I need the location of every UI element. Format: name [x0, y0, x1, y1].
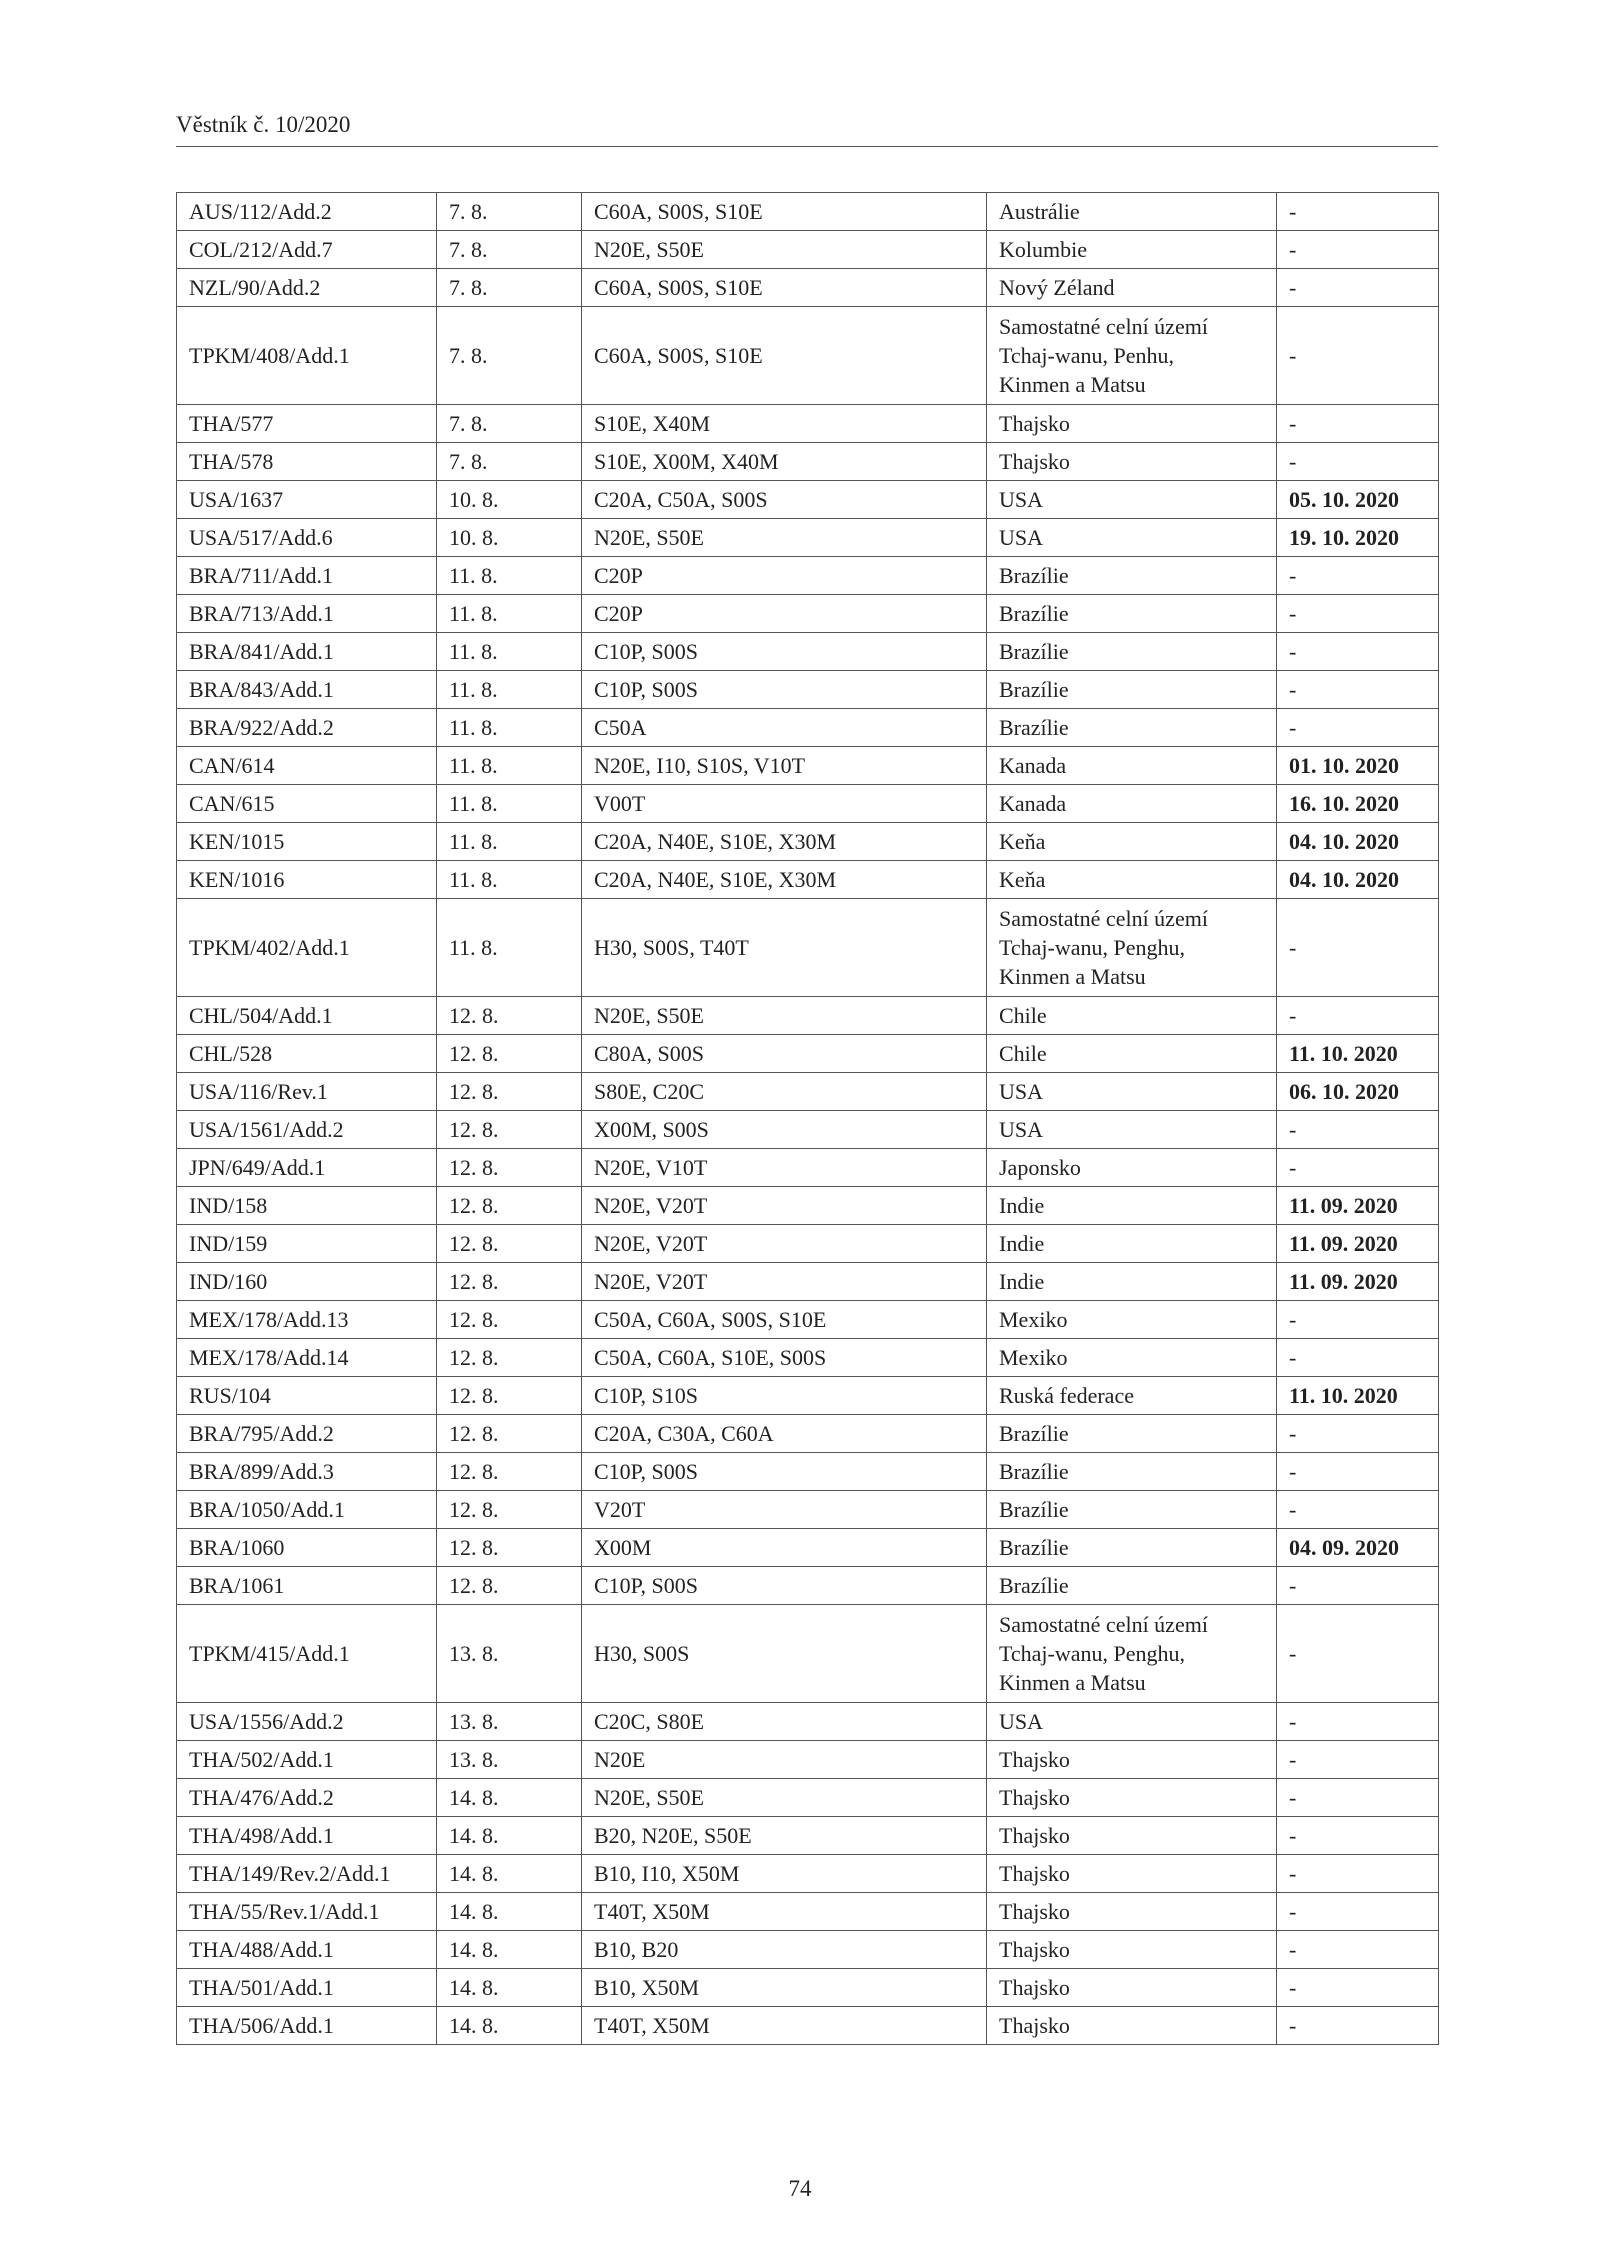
- country-cell: USA: [987, 1703, 1277, 1741]
- document-id-cell: BRA/1061: [177, 1567, 437, 1605]
- country-cell: Thajsko: [987, 1779, 1277, 1817]
- ics-codes-cell: C60A, S00S, S10E: [582, 269, 987, 307]
- table-row: [177, 557, 1439, 595]
- ics-codes-cell: N20E, V10T: [582, 1149, 987, 1187]
- ics-codes-cell: S10E, X40M: [582, 405, 987, 443]
- notification-date-cell: 14. 8.: [437, 1855, 582, 1893]
- table-row: [177, 1035, 1439, 1073]
- document-id-cell: THA/498/Add.1: [177, 1817, 437, 1855]
- notification-date-cell: 7. 8.: [437, 307, 582, 405]
- notification-date-cell: 11. 8.: [437, 595, 582, 633]
- document-id-cell: TPKM/415/Add.1: [177, 1605, 437, 1703]
- country-cell: Indie: [987, 1263, 1277, 1301]
- country-cell: Japonsko: [987, 1149, 1277, 1187]
- table-row: [177, 1817, 1439, 1855]
- table-row: [177, 823, 1439, 861]
- deadline-cell: -: [1277, 1111, 1439, 1149]
- table-row: [177, 1567, 1439, 1605]
- country-cell: Brazílie: [987, 633, 1277, 671]
- document-id-cell: USA/517/Add.6: [177, 519, 437, 557]
- document-id-cell: IND/158: [177, 1187, 437, 1225]
- document-id-cell: KEN/1015: [177, 823, 437, 861]
- document-id-cell: IND/159: [177, 1225, 437, 1263]
- document-id-cell: BRA/713/Add.1: [177, 595, 437, 633]
- notification-date-cell: 14. 8.: [437, 2007, 582, 2045]
- ics-codes-cell: S10E, X00M, X40M: [582, 443, 987, 481]
- notification-date-cell: 12. 8.: [437, 1377, 582, 1415]
- deadline-cell: -: [1277, 997, 1439, 1035]
- ics-codes-cell: C10P, S00S: [582, 633, 987, 671]
- country-cell: Thajsko: [987, 1817, 1277, 1855]
- notification-date-cell: 14. 8.: [437, 1779, 582, 1817]
- deadline-cell: 16. 10. 2020: [1277, 785, 1439, 823]
- country-cell: Thajsko: [987, 405, 1277, 443]
- document-id-cell: THA/577: [177, 405, 437, 443]
- notification-date-cell: 12. 8.: [437, 1567, 582, 1605]
- country-cell: Kolumbie: [987, 231, 1277, 269]
- ics-codes-cell: B10, I10, X50M: [582, 1855, 987, 1893]
- country-line: Samostatné celní území: [999, 1612, 1208, 1637]
- document-id-cell: BRA/899/Add.3: [177, 1453, 437, 1491]
- document-id-cell: BRA/843/Add.1: [177, 671, 437, 709]
- ics-codes-cell: V20T: [582, 1491, 987, 1529]
- notification-date-cell: 7. 8.: [437, 193, 582, 231]
- notification-date-cell: 12. 8.: [437, 1491, 582, 1529]
- deadline-cell: 04. 09. 2020: [1277, 1529, 1439, 1567]
- table-row: [177, 899, 1439, 997]
- deadline-cell: 11. 09. 2020: [1277, 1263, 1439, 1301]
- notification-date-cell: 12. 8.: [437, 1529, 582, 1567]
- notification-date-cell: 11. 8.: [437, 899, 582, 997]
- table-row: [177, 1187, 1439, 1225]
- country-cell: Thajsko: [987, 1855, 1277, 1893]
- table-row: [177, 671, 1439, 709]
- table-row: [177, 1301, 1439, 1339]
- document-id-cell: THA/501/Add.1: [177, 1969, 437, 2007]
- country-cell: Thajsko: [987, 1969, 1277, 2007]
- document-id-cell: AUS/112/Add.2: [177, 193, 437, 231]
- table-row: [177, 1931, 1439, 1969]
- table-row: [177, 443, 1439, 481]
- deadline-cell: 04. 10. 2020: [1277, 823, 1439, 861]
- country-cell: USA: [987, 1073, 1277, 1111]
- country-cell: Austrálie: [987, 193, 1277, 231]
- table-row: [177, 709, 1439, 747]
- deadline-cell: 06. 10. 2020: [1277, 1073, 1439, 1111]
- country-cell: Chile: [987, 1035, 1277, 1073]
- deadline-cell: -: [1277, 671, 1439, 709]
- country-cell: [987, 1605, 1277, 1703]
- ics-codes-cell: B10, X50M: [582, 1969, 987, 2007]
- document-id-cell: THA/502/Add.1: [177, 1741, 437, 1779]
- deadline-cell: -: [1277, 1893, 1439, 1931]
- notification-date-cell: 13. 8.: [437, 1741, 582, 1779]
- notification-date-cell: 12. 8.: [437, 1035, 582, 1073]
- ics-codes-cell: N20E, S50E: [582, 519, 987, 557]
- notification-date-cell: 11. 8.: [437, 671, 582, 709]
- deadline-cell: -: [1277, 193, 1439, 231]
- deadline-cell: -: [1277, 1741, 1439, 1779]
- table-row: [177, 1491, 1439, 1529]
- ics-codes-cell: C10P, S10S: [582, 1377, 987, 1415]
- deadline-cell: 11. 10. 2020: [1277, 1377, 1439, 1415]
- deadline-cell: -: [1277, 1779, 1439, 1817]
- country-cell: Nový Zéland: [987, 269, 1277, 307]
- notification-date-cell: 12. 8.: [437, 1073, 582, 1111]
- deadline-cell: -: [1277, 405, 1439, 443]
- header-divider: [176, 146, 1438, 147]
- document-id-cell: TPKM/402/Add.1: [177, 899, 437, 997]
- notification-date-cell: 12. 8.: [437, 1301, 582, 1339]
- notification-date-cell: 11. 8.: [437, 861, 582, 899]
- country-cell: Brazílie: [987, 1491, 1277, 1529]
- document-id-cell: USA/1556/Add.2: [177, 1703, 437, 1741]
- document-id-cell: BRA/1060: [177, 1529, 437, 1567]
- ics-codes-cell: C10P, S00S: [582, 1567, 987, 1605]
- country-line: Kinmen a Matsu: [999, 964, 1146, 989]
- country-line: Tchaj-wanu, Penghu,: [999, 1641, 1186, 1666]
- deadline-cell: -: [1277, 1301, 1439, 1339]
- notification-date-cell: 7. 8.: [437, 231, 582, 269]
- country-cell: USA: [987, 1111, 1277, 1149]
- country-line: Kinmen a Matsu: [999, 372, 1146, 397]
- table-row: [177, 747, 1439, 785]
- country-cell: Brazílie: [987, 1529, 1277, 1567]
- ics-codes-cell: C20A, C50A, S00S: [582, 481, 987, 519]
- notification-date-cell: 14. 8.: [437, 1931, 582, 1969]
- table-row: [177, 1969, 1439, 2007]
- country-line: Tchaj-wanu, Penghu,: [999, 935, 1186, 960]
- table-row: [177, 269, 1439, 307]
- country-cell: Thajsko: [987, 2007, 1277, 2045]
- document-id-cell: THA/488/Add.1: [177, 1931, 437, 1969]
- country-cell: Brazílie: [987, 671, 1277, 709]
- document-id-cell: CHL/504/Add.1: [177, 997, 437, 1035]
- table-row: [177, 1073, 1439, 1111]
- ics-codes-cell: H30, S00S: [582, 1605, 987, 1703]
- document-id-cell: CAN/615: [177, 785, 437, 823]
- ics-codes-cell: C50A, C60A, S00S, S10E: [582, 1301, 987, 1339]
- country-cell: Thajsko: [987, 443, 1277, 481]
- country-cell: USA: [987, 519, 1277, 557]
- document-id-cell: JPN/649/Add.1: [177, 1149, 437, 1187]
- document-id-cell: COL/212/Add.7: [177, 231, 437, 269]
- notification-date-cell: 12. 8.: [437, 1111, 582, 1149]
- ics-codes-cell: C20P: [582, 595, 987, 633]
- country-cell: [987, 899, 1277, 997]
- deadline-cell: -: [1277, 1969, 1439, 2007]
- ics-codes-cell: C60A, S00S, S10E: [582, 307, 987, 405]
- notification-date-cell: 12. 8.: [437, 1415, 582, 1453]
- ics-codes-cell: C20A, N40E, S10E, X30M: [582, 823, 987, 861]
- ics-codes-cell: N20E, S50E: [582, 997, 987, 1035]
- country-cell: Brazílie: [987, 557, 1277, 595]
- ics-codes-cell: C60A, S00S, S10E: [582, 193, 987, 231]
- ics-codes-cell: N20E, V20T: [582, 1187, 987, 1225]
- deadline-cell: -: [1277, 557, 1439, 595]
- notifications-table-body: [177, 193, 1439, 2045]
- ics-codes-cell: C10P, S00S: [582, 671, 987, 709]
- document-id-cell: THA/476/Add.2: [177, 1779, 437, 1817]
- table-row: [177, 1855, 1439, 1893]
- table-row: [177, 633, 1439, 671]
- notification-date-cell: 12. 8.: [437, 997, 582, 1035]
- ics-codes-cell: T40T, X50M: [582, 2007, 987, 2045]
- country-cell: Thajsko: [987, 1931, 1277, 1969]
- document-id-cell: IND/160: [177, 1263, 437, 1301]
- table-row: [177, 1377, 1439, 1415]
- table-row: [177, 1453, 1439, 1491]
- deadline-cell: -: [1277, 231, 1439, 269]
- deadline-cell: -: [1277, 1491, 1439, 1529]
- document-id-cell: KEN/1016: [177, 861, 437, 899]
- table-row: [177, 1605, 1439, 1703]
- deadline-cell: 19. 10. 2020: [1277, 519, 1439, 557]
- deadline-cell: -: [1277, 1567, 1439, 1605]
- notification-date-cell: 11. 8.: [437, 785, 582, 823]
- country-line: Samostatné celní území: [999, 314, 1208, 339]
- deadline-cell: -: [1277, 1415, 1439, 1453]
- ics-codes-cell: C20C, S80E: [582, 1703, 987, 1741]
- document-id-cell: BRA/922/Add.2: [177, 709, 437, 747]
- document-id-cell: BRA/841/Add.1: [177, 633, 437, 671]
- table-row: [177, 1149, 1439, 1187]
- table-row: [177, 481, 1439, 519]
- ics-codes-cell: V00T: [582, 785, 987, 823]
- table-row: [177, 1339, 1439, 1377]
- country-cell: Thajsko: [987, 1741, 1277, 1779]
- country-cell: Brazílie: [987, 1453, 1277, 1491]
- notification-date-cell: 7. 8.: [437, 443, 582, 481]
- notification-date-cell: 10. 8.: [437, 481, 582, 519]
- country-line: Kinmen a Matsu: [999, 1670, 1146, 1695]
- document-id-cell: BRA/711/Add.1: [177, 557, 437, 595]
- deadline-cell: -: [1277, 1149, 1439, 1187]
- deadline-cell: -: [1277, 443, 1439, 481]
- document-id-cell: BRA/795/Add.2: [177, 1415, 437, 1453]
- notification-date-cell: 10. 8.: [437, 519, 582, 557]
- table-row: [177, 1225, 1439, 1263]
- deadline-cell: -: [1277, 1855, 1439, 1893]
- document-id-cell: THA/506/Add.1: [177, 2007, 437, 2045]
- document-id-cell: THA/149/Rev.2/Add.1: [177, 1855, 437, 1893]
- table-row: [177, 1415, 1439, 1453]
- notifications-table: [176, 192, 1439, 2045]
- ics-codes-cell: X00M: [582, 1529, 987, 1567]
- notification-date-cell: 12. 8.: [437, 1453, 582, 1491]
- country-cell: Keňa: [987, 861, 1277, 899]
- table-row: [177, 405, 1439, 443]
- ics-codes-cell: C20A, C30A, C60A: [582, 1415, 987, 1453]
- country-cell: Kanada: [987, 785, 1277, 823]
- country-cell: Mexiko: [987, 1301, 1277, 1339]
- ics-codes-cell: C20P: [582, 557, 987, 595]
- document-id-cell: CHL/528: [177, 1035, 437, 1073]
- notification-date-cell: 12. 8.: [437, 1263, 582, 1301]
- country-cell: USA: [987, 481, 1277, 519]
- deadline-cell: -: [1277, 1605, 1439, 1703]
- table-row: [177, 1263, 1439, 1301]
- document-id-cell: THA/578: [177, 443, 437, 481]
- ics-codes-cell: N20E, V20T: [582, 1263, 987, 1301]
- deadline-cell: -: [1277, 709, 1439, 747]
- country-cell: [987, 307, 1277, 405]
- notification-date-cell: 11. 8.: [437, 557, 582, 595]
- table-row: [177, 1529, 1439, 1567]
- ics-codes-cell: C20A, N40E, S10E, X30M: [582, 861, 987, 899]
- page-number: 74: [788, 2176, 812, 2201]
- ics-codes-cell: N20E, S50E: [582, 231, 987, 269]
- table-row: [177, 307, 1439, 405]
- deadline-cell: -: [1277, 1817, 1439, 1855]
- table-row: [177, 193, 1439, 231]
- table-row: [177, 1111, 1439, 1149]
- deadline-cell: -: [1277, 307, 1439, 405]
- notification-date-cell: 7. 8.: [437, 405, 582, 443]
- notification-date-cell: 12. 8.: [437, 1187, 582, 1225]
- table-row: [177, 997, 1439, 1035]
- table-row: [177, 1703, 1439, 1741]
- deadline-cell: 04. 10. 2020: [1277, 861, 1439, 899]
- ics-codes-cell: N20E: [582, 1741, 987, 1779]
- ics-codes-cell: X00M, S00S: [582, 1111, 987, 1149]
- table-row: [177, 519, 1439, 557]
- deadline-cell: -: [1277, 633, 1439, 671]
- country-line: Tchaj-wanu, Penhu,: [999, 343, 1175, 368]
- deadline-cell: 11. 09. 2020: [1277, 1187, 1439, 1225]
- country-cell: Brazílie: [987, 1415, 1277, 1453]
- notification-date-cell: 11. 8.: [437, 709, 582, 747]
- country-cell: Kanada: [987, 747, 1277, 785]
- ics-codes-cell: H30, S00S, T40T: [582, 899, 987, 997]
- country-cell: Thajsko: [987, 1893, 1277, 1931]
- table-row: [177, 785, 1439, 823]
- table-row: [177, 595, 1439, 633]
- document-id-cell: TPKM/408/Add.1: [177, 307, 437, 405]
- table-row: [177, 231, 1439, 269]
- deadline-cell: 11. 09. 2020: [1277, 1225, 1439, 1263]
- country-cell: Brazílie: [987, 595, 1277, 633]
- deadline-cell: -: [1277, 2007, 1439, 2045]
- document-id-cell: NZL/90/Add.2: [177, 269, 437, 307]
- document-id-cell: USA/1637: [177, 481, 437, 519]
- table-row: [177, 1779, 1439, 1817]
- ics-codes-cell: C50A: [582, 709, 987, 747]
- ics-codes-cell: B10, B20: [582, 1931, 987, 1969]
- deadline-cell: 05. 10. 2020: [1277, 481, 1439, 519]
- document-id-cell: BRA/1050/Add.1: [177, 1491, 437, 1529]
- notification-date-cell: 7. 8.: [437, 269, 582, 307]
- notification-date-cell: 13. 8.: [437, 1605, 582, 1703]
- country-line: Samostatné celní území: [999, 906, 1208, 931]
- notification-date-cell: 12. 8.: [437, 1149, 582, 1187]
- document-id-cell: MEX/178/Add.13: [177, 1301, 437, 1339]
- table-row: [177, 861, 1439, 899]
- country-cell: Brazílie: [987, 1567, 1277, 1605]
- deadline-cell: -: [1277, 269, 1439, 307]
- notification-date-cell: 11. 8.: [437, 823, 582, 861]
- deadline-cell: 11. 10. 2020: [1277, 1035, 1439, 1073]
- country-cell: Indie: [987, 1187, 1277, 1225]
- country-cell: Mexiko: [987, 1339, 1277, 1377]
- table-row: [177, 1893, 1439, 1931]
- notification-date-cell: 11. 8.: [437, 747, 582, 785]
- document-id-cell: THA/55/Rev.1/Add.1: [177, 1893, 437, 1931]
- country-cell: Brazílie: [987, 709, 1277, 747]
- deadline-cell: 01. 10. 2020: [1277, 747, 1439, 785]
- notification-date-cell: 12. 8.: [437, 1339, 582, 1377]
- notification-date-cell: 11. 8.: [437, 633, 582, 671]
- ics-codes-cell: C50A, C60A, S10E, S00S: [582, 1339, 987, 1377]
- deadline-cell: -: [1277, 595, 1439, 633]
- deadline-cell: -: [1277, 1703, 1439, 1741]
- document-id-cell: USA/116/Rev.1: [177, 1073, 437, 1111]
- ics-codes-cell: B20, N20E, S50E: [582, 1817, 987, 1855]
- notification-date-cell: 13. 8.: [437, 1703, 582, 1741]
- ics-codes-cell: T40T, X50M: [582, 1893, 987, 1931]
- country-cell: Chile: [987, 997, 1277, 1035]
- ics-codes-cell: N20E, I10, S10S, V10T: [582, 747, 987, 785]
- document-id-cell: CAN/614: [177, 747, 437, 785]
- table-row: [177, 1741, 1439, 1779]
- deadline-cell: -: [1277, 1931, 1439, 1969]
- ics-codes-cell: N20E, V20T: [582, 1225, 987, 1263]
- notification-date-cell: 14. 8.: [437, 1817, 582, 1855]
- deadline-cell: -: [1277, 1339, 1439, 1377]
- document-id-cell: MEX/178/Add.14: [177, 1339, 437, 1377]
- deadline-cell: -: [1277, 1453, 1439, 1491]
- country-cell: Ruská federace: [987, 1377, 1277, 1415]
- ics-codes-cell: N20E, S50E: [582, 1779, 987, 1817]
- table-row: [177, 2007, 1439, 2045]
- page-header-title: Věstník č. 10/2020: [176, 112, 351, 137]
- document-id-cell: USA/1561/Add.2: [177, 1111, 437, 1149]
- notification-date-cell: 14. 8.: [437, 1969, 582, 2007]
- notification-date-cell: 14. 8.: [437, 1893, 582, 1931]
- notification-date-cell: 12. 8.: [437, 1225, 582, 1263]
- country-cell: Indie: [987, 1225, 1277, 1263]
- document-id-cell: RUS/104: [177, 1377, 437, 1415]
- country-cell: Keňa: [987, 823, 1277, 861]
- ics-codes-cell: S80E, C20C: [582, 1073, 987, 1111]
- ics-codes-cell: C10P, S00S: [582, 1453, 987, 1491]
- ics-codes-cell: C80A, S00S: [582, 1035, 987, 1073]
- deadline-cell: -: [1277, 899, 1439, 997]
